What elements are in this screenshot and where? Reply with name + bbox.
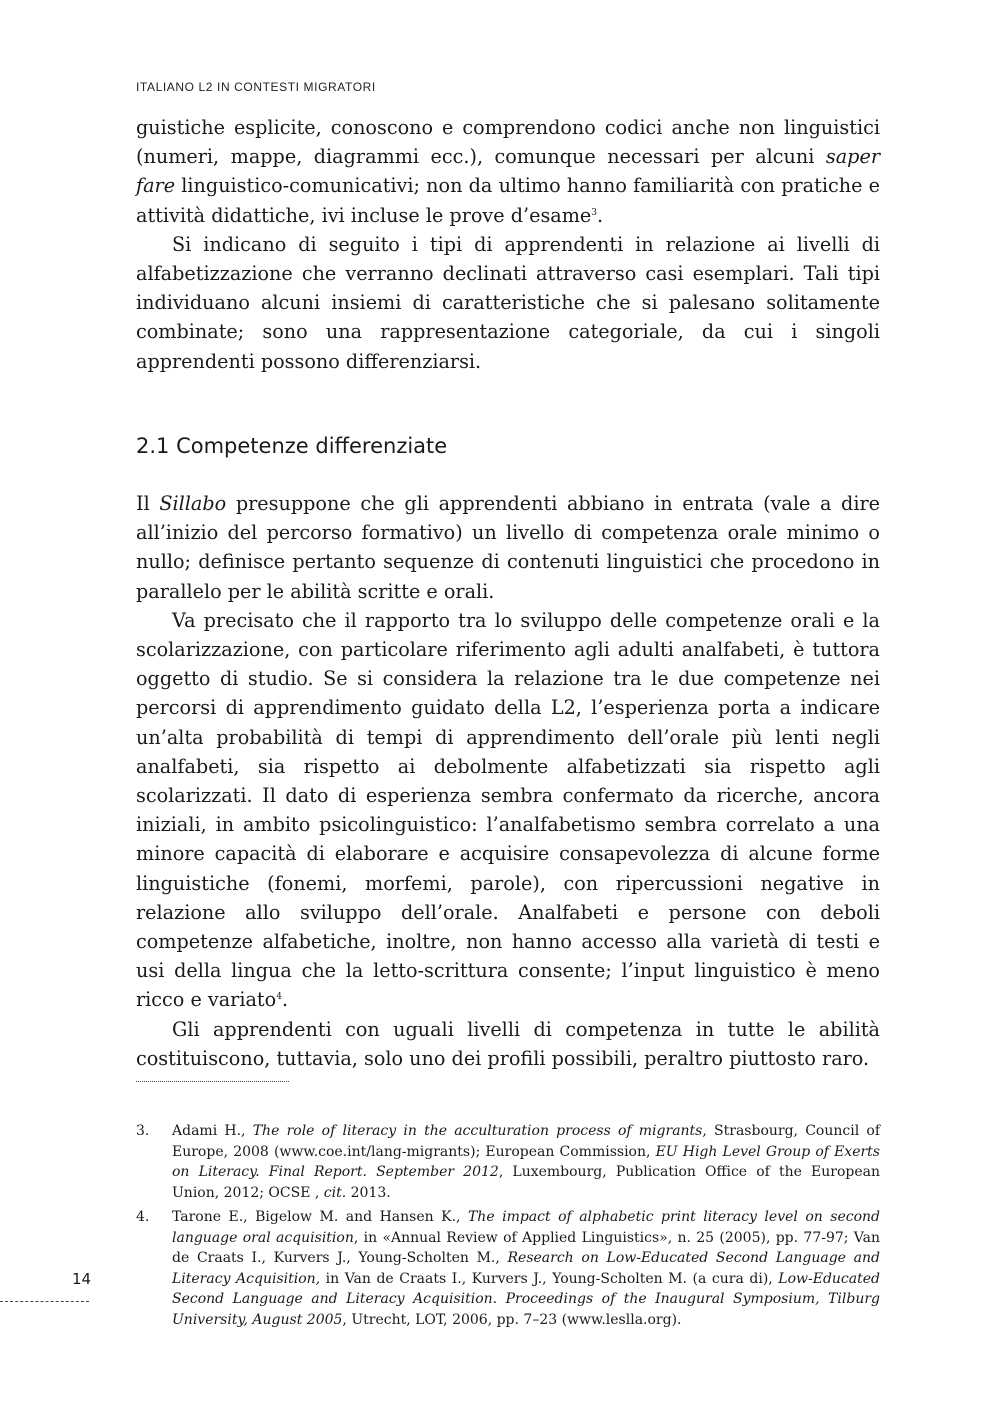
section-heading: 2.1 Competenze differenziate xyxy=(136,434,448,458)
paragraph: Si indicano di seguito i tipi di apprendenti in relazione ai livelli di alfabetizzazione che verranno declinati attraverso casi esemplari. Tali tipi individuano alcuni insiemi di caratteristiche che si palesano solitamente combinate; sono una rappresentazione categoriale, da cui i singoli apprendenti possono differenziarsi. xyxy=(136,232,880,373)
footnote-3 xyxy=(136,1121,880,1203)
running-head: ITALIANO L2 IN CONTESTI MIGRATORI xyxy=(136,80,376,94)
paragraph: guistiche esplicite, conoscono e comprendono codici anche non linguistici (numeri, mappe, diagrammi ecc.), comunque necessari per alcuni saper fare linguistico-comunicativi; non da ultimo hanno familiarità con pratiche e attività didattiche, ivi incluse le prove d’esame$^3$. xyxy=(136,116,880,227)
footnote-ref-4[interactable]: 4 xyxy=(276,992,282,1003)
footnotes xyxy=(136,1121,880,1334)
paragraph: Va precisato che il rapporto tra lo sviluppo delle competenze orali e la scolarizzazione, con particolare riferimento agli adulti analfabeti, è tuttora oggetto di studio. Se si considera la relazione tra le due competenze nei percorsi di apprendimento guidato della L2, l’esperienza porta a indicare un’alta probabilità di tempi di apprendimento dell’orale più lenti negli analfabeti, sia rispetto ai debolmente alfabetizzati sia rispetto agli scolarizzati. Il dato di esperienza sembra confermato da ricerche, ancora iniziali, in ambito psicolinguistico: l’analfabetismo sembra correlato a una minore capacità di elaborare e acquisire consapevolezza di alcune forme linguistiche (fonemi, morfemi, parole), con ripercussioni negative in relazione allo sviluppo dell’orale. Analfabeti e persone con deboli competenze alfabetiche, inoltre, non hanno accesso alla varietà di testi e usi della lingua che la letto-scrittura consente; l’input linguistico è meno ricco e variato$^4$. xyxy=(136,608,880,1012)
footnote-divider xyxy=(136,1081,289,1082)
page-number-rule xyxy=(0,1301,89,1302)
footnote-4 xyxy=(136,1207,880,1330)
footnote-ref-3[interactable]: 3 xyxy=(591,207,598,218)
page-number: 14 xyxy=(72,1270,92,1288)
paragraph: Gli apprendenti con uguali livelli di competenza in tutte le abilità costituiscono, tuttavia, solo uno dei profili possibili, peraltro piuttosto raro. xyxy=(136,1017,880,1070)
footnote-number: 3. xyxy=(136,1123,150,1139)
paragraph: Il Sillabo presuppone che gli apprendenti abbiano in entrata (vale a dire all’inizio del percorso formativo) un livello di competenza orale minimo o nullo; definisce pertanto sequenze di contenuti linguistici che procedono in parallelo per le abilità scritte e orali. xyxy=(136,492,880,603)
footnote-text: Adami H., The role of literacy in the acculturation process of migrants, Strasbourg, Council of Europe, 2008 (www.coe.int/lang-migrants); European Commission, EU High Level Group of Exerts on Literacy. Final Report. September 2012, Luxembourg, Publication Office of the European Union, 2012; OCSE , cit. 2013. xyxy=(172,1123,880,1201)
section-text-block xyxy=(136,489,880,1073)
footnote-number: 4. xyxy=(136,1209,150,1225)
footnote-text: Tarone E., Bigelow M. and Hansen K., The impact of alphabetic print literacy level on second language oral acquisition, in «Annual Review of Applied Linguistics», n. 25 (2005), pp. 77-97; Van de Craats I., Kurvers J., Young-Scholten M., Research on Low-Educated Second Language and Literacy Acquisition, in Van de Craats I., Kurvers J., Young-Scholten M. (a cura di), Low-Educated Second Language and Literacy Acquisition. Proceedings of the Inaugural Symposium, Tilburg University, August 2005, Utrecht, LOT, 2006, pp. 7–23 (www.leslla.org). xyxy=(172,1209,880,1328)
continued-text-block xyxy=(136,113,880,376)
